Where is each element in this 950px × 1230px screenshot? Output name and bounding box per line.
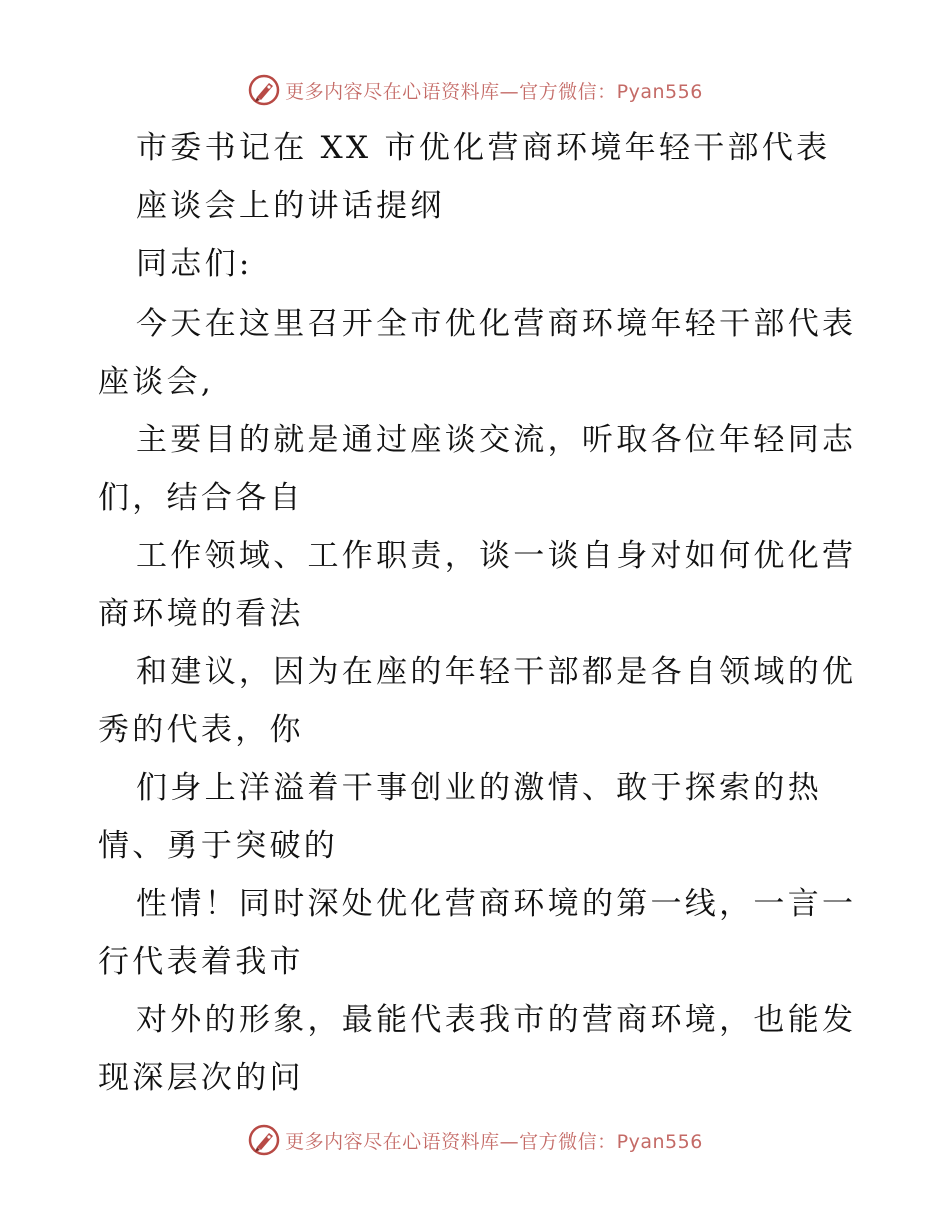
paragraph-line: 现深层次的问 <box>98 1060 304 1096</box>
salutation: 同志们: <box>136 246 253 282</box>
header-banner-text: 更多内容尽在心语资料库—官方微信：Pyan556 <box>285 80 703 103</box>
header-banner <box>0 70 950 110</box>
footer-banner <box>0 1120 950 1160</box>
paragraph-line: 情、勇于突破的 <box>98 828 339 864</box>
paragraph-line: 商环境的看法 <box>98 596 304 632</box>
document-title-line-1: 市委书记在 XX 市优化营商环境年轻干部代表 <box>136 130 831 166</box>
paragraph-line: 今天在这里召开全市优化营商环境年轻干部代表 <box>136 306 857 342</box>
paragraph-line: 秀的代表，你 <box>98 712 304 748</box>
paragraph-line: 们身上洋溢着干事创业的激情、敢于探索的热 <box>136 770 822 806</box>
document-title-line-2: 座谈会上的讲话提纲 <box>136 188 445 224</box>
paragraph-line: 主要目的就是通过座谈交流，听取各位年轻同志 <box>136 422 857 458</box>
paragraph-line: 性情！同时深处优化营商环境的第一线，一言一 <box>136 886 857 922</box>
paragraph-line: 行代表着我市 <box>98 944 304 980</box>
paragraph-line: 和建议，因为在座的年轻干部都是各自领域的优 <box>136 654 857 690</box>
pen-nib-logo-icon <box>247 73 281 107</box>
footer-banner-text: 更多内容尽在心语资料库—官方微信：Pyan556 <box>285 1130 703 1153</box>
pen-nib-logo-icon <box>247 1123 281 1157</box>
paragraph-line: 工作领域、工作职责，谈一谈自身对如何优化营 <box>136 538 857 574</box>
paragraph-line: 对外的形象，最能代表我市的营商环境，也能发 <box>136 1002 857 1038</box>
paragraph-line: 们，结合各自 <box>98 480 304 516</box>
paragraph-line: 座谈会, <box>98 364 215 400</box>
